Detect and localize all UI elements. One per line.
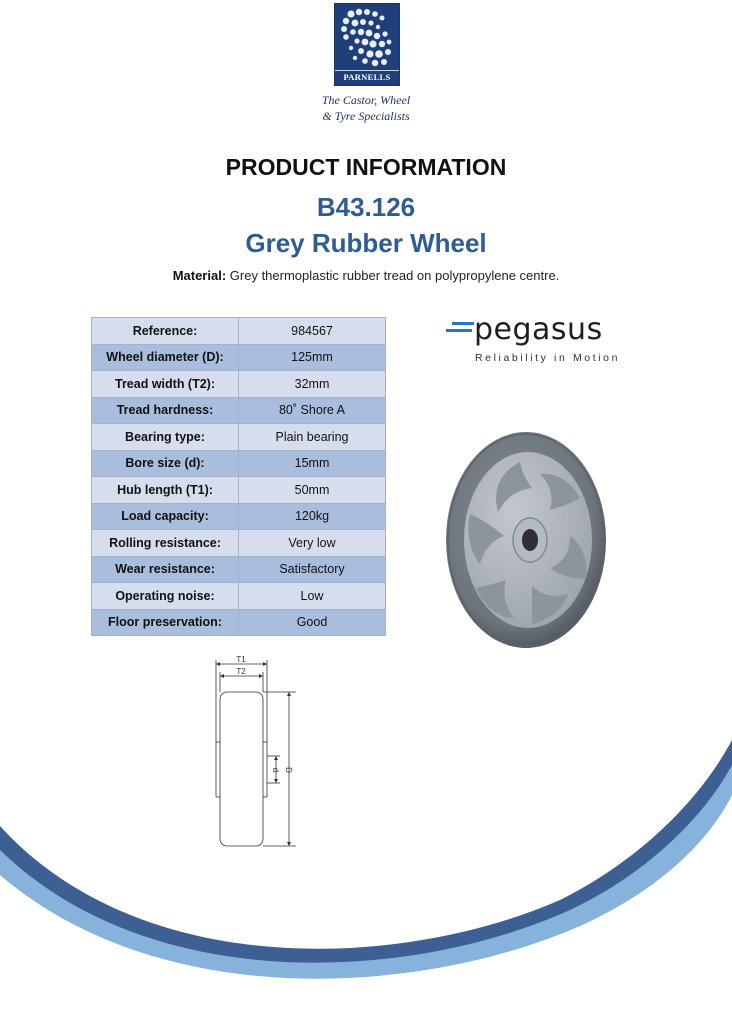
material-text: Grey thermoplastic rubber tread on polypropylene centre. <box>229 268 560 283</box>
spec-value: 15mm <box>239 450 386 477</box>
table-row <box>92 583 386 610</box>
table-row <box>92 530 386 557</box>
spec-key: Tread width (T2): <box>92 371 239 398</box>
product-info-heading: PRODUCT INFORMATION <box>225 154 507 180</box>
decorative-wave-footer <box>0 700 732 1024</box>
table-row <box>92 424 386 451</box>
parnells-brand-name: PARNELLS <box>335 70 399 84</box>
dimension-label-diameter: D <box>284 767 293 773</box>
table-row <box>92 450 386 477</box>
logo-tagline <box>300 92 432 124</box>
material-label: Material: <box>172 268 227 283</box>
spec-key: Bearing type: <box>92 424 239 451</box>
spec-key: Load capacity: <box>92 503 239 530</box>
table-row <box>92 318 386 345</box>
spec-value: 32mm <box>239 371 386 398</box>
pegasus-tagline: Reliability in Motion <box>475 352 621 364</box>
spec-value: Low <box>239 583 386 610</box>
spec-key: Wheel diameter (D): <box>92 344 239 371</box>
spec-key: Wear resistance: <box>92 556 239 583</box>
pegasus-logo <box>444 312 624 372</box>
spec-value: 125mm <box>239 344 386 371</box>
spec-value: 50mm <box>239 477 386 504</box>
material-line <box>0 268 732 283</box>
spec-value: 984567 <box>239 318 386 345</box>
table-row <box>92 503 386 530</box>
spec-key: Tread hardness: <box>92 397 239 424</box>
spec-key: Floor preservation: <box>92 609 239 636</box>
spec-key: Rolling resistance: <box>92 530 239 557</box>
table-row <box>92 397 386 424</box>
table-row <box>92 371 386 398</box>
pegasus-speed-line-icon <box>446 329 472 332</box>
spec-value: Plain bearing <box>239 424 386 451</box>
spec-value: 120kg <box>239 503 386 530</box>
dimension-label-t2: T2 <box>236 667 246 676</box>
spec-value: Good <box>239 609 386 636</box>
product-code: B43.126 <box>316 192 416 222</box>
spec-key: Reference: <box>92 318 239 345</box>
table-row <box>92 344 386 371</box>
spec-key: Operating noise: <box>92 583 239 610</box>
dimension-label-bore: d <box>271 767 280 773</box>
spec-table <box>91 317 386 636</box>
parnells-logo <box>334 3 400 86</box>
spec-key: Bore size (d): <box>92 450 239 477</box>
pegasus-speed-line-icon <box>452 322 474 325</box>
spec-value: Satisfactory <box>239 556 386 583</box>
table-row <box>92 556 386 583</box>
parnells-logo-pattern-icon <box>335 4 399 70</box>
tagline-line-1: The Castor, Wheel <box>321 93 411 107</box>
pegasus-wordmark: pegasus <box>474 312 603 347</box>
spec-value: Very low <box>239 530 386 557</box>
spec-key: Hub length (T1): <box>92 477 239 504</box>
wheel-image <box>440 428 612 652</box>
table-row <box>92 609 386 636</box>
spec-value: 80˚ Shore A <box>239 397 386 424</box>
table-row <box>92 477 386 504</box>
dimension-label-t1: T1 <box>236 655 246 664</box>
product-name: Grey Rubber Wheel <box>245 228 487 258</box>
tagline-line-2: & Tyre Specialists <box>322 109 410 123</box>
